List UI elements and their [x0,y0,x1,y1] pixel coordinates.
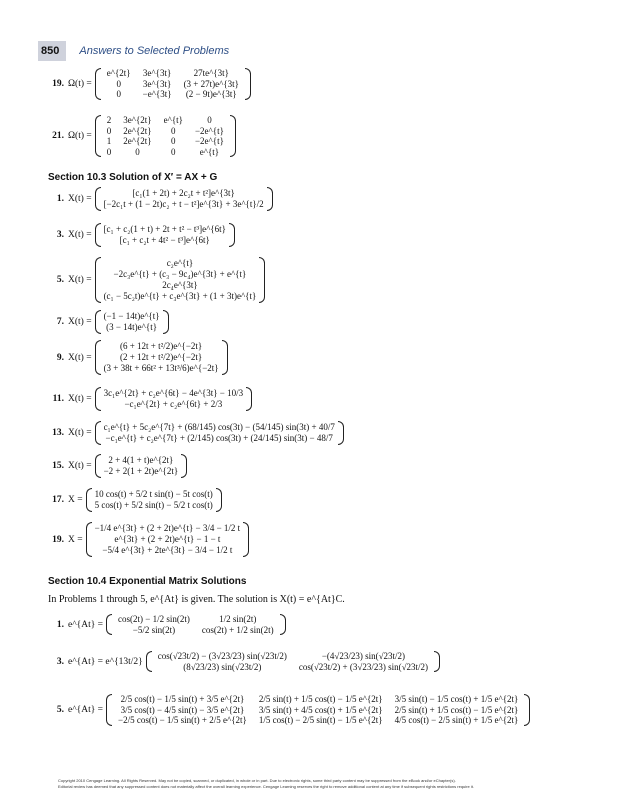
answer-10-3-7: 7. X(t) = (−1 − 14t)e^{t} (3 − 14t)e^{t} [48,310,169,334]
answer-10-4-1 [48,614,286,635]
problem-number: 11. [52,394,64,404]
problem-number: 9. [56,352,64,363]
problem-number: 3. [56,656,64,667]
problem-number: 13. [52,428,64,438]
answer-10-3-11: 11. X(t) = 3c₁e^{2t} + c₂e^{6t} − 4e^{3t} − 10/3 −c₁e^{2t} + c₂e^{6t} + 2/3 [48,387,252,411]
problem-number: 1. [56,619,64,630]
answer-lhs: X = [68,534,83,545]
answer-lhs: X = [68,495,83,505]
answer-lhs: X(t) = [68,428,92,438]
problem-number: 5. [56,704,64,715]
problem-number: 15. [52,461,64,471]
problem-number: 5. [56,275,64,285]
answer-10-3-17: 17. X = 10 cos(t) + 5/2 t sin(t) − 5t cos(t) 5 cos(t) + 5/2 sin(t) − 5/2 t cos(t) [48,488,222,512]
matrix: 2/5 cos(t) − 1/5 sin(t) + 3/5 e^{2t} 2/5 sin(t) + 1/5 cos(t) − 1/5 e^{2t} 3/5 sin(t) − 1/5 cos(t) + 1/5 e^{2t} 3/5 cos(t) − 4/5 sin(t) − 3/5 e^{2t} 3/5 sin(t) + 4/5 cos(t) + 1/5 e^{2t} 2/5 sin(t) + 1/5 cos(t) − 1/5 e^{2t} −2/5 cos(t) − 1/5 sin(t) + 2/5 e^{2t} 1/5 cos(t) − 2/5 sin(t) − 1/5 e^{2t} 4/5 cos(t) − 2/5 sin(t) + 1/5 e^{2t} [118,694,519,725]
answer-lhs: X(t) = [68,275,92,285]
matrix: cos(2t) − 1/2 sin(2t) 1/2 sin(2t) −5/2 sin(2t) cos(2t) + 1/2 sin(2t) [118,614,274,635]
matrix: cos(√23t/2) − (3√23/23) sin(√23t/2) −(4√23/23) sin(√23t/2) (8√23/23) sin(√23t/2) cos(√23t/2) + (3√23/23) sin(√23t/2) [157,651,429,672]
problem-number: 21. [52,131,64,141]
answer-10-3-1: 1. X(t) = [c₁(1 + 2t) + 2c₂t + t²]e^{3t} [−2c₁t + (1 − 2t)c₂ + t − t²]e^{3t} + 3e^{t}/2 [48,187,273,211]
page-header [38,40,229,62]
answer-lhs: X(t) = [68,461,92,471]
answer-lhs: X(t) = [68,194,92,204]
answer-21-omega [48,115,236,157]
copyright-line-2: Editorial review has deemed that any suppressed content does not materially affect the overall learning experience. Cengage Learning reserves the right to remove additional content at any time if subsequent rights restrictions require it. [58,784,474,789]
answer-10-3-13: 13. X(t) = c₁e^{t} + 5c₂e^{7t} + (68/145) cos(3t) − (54/145) sin(3t) + 40/7 −c₁e^{t} + c₂e^{7t} + (2/145) cos(3t) + (24/145) sin(3t) − 48/7 [48,421,344,445]
answer-10-4-3 [48,651,440,672]
answer-10-4-5 [48,694,530,726]
problem-number: 7. [56,317,64,327]
answer-10-3-9: 9. X(t) = (6 + 12t + t²/2)e^{−2t} (2 + 12t + t²/2)e^{−2t} (3 + 38t + 66t² + 13t³/6)e^{−2t} [48,340,228,375]
section-10-3-heading: Section 10.3 Solution of X′ = AX + G [48,172,218,183]
problem-number: 19. [52,534,64,545]
page-number: 850 [38,41,66,61]
answer-lhs: X(t) = [68,352,92,363]
answer-10-3-5: 5. X(t) = c₂e^{t} −2c₃e^{t} + (c₃ − 9c₄)e^{3t} + e^{t} 2c₄e^{3t} (c₁ − 5c₂t)e^{t} + c₃e^{3t} + (1 + 3t)e^{t} [48,257,265,303]
running-title: Answers to Selected Problems [79,45,230,57]
answer-lhs: X(t) = [68,394,92,404]
answer-lhs: X(t) = [68,230,92,240]
answer-lhs: e^{At} = [68,704,104,715]
matrix: e^{2t} 3e^{3t} 27te^{3t} 0 3e^{3t} (3 + 27t)e^{3t} 0 −e^{3t} (2 − 9t)e^{3t} [106,68,239,99]
matrix: 2 3e^{2t} e^{t} 0 0 2e^{2t} 0 −2e^{t} 1 2e^{2t} 0 −2e^{t} 0 0 0 e^{t} [106,115,224,157]
copyright-footer [58,778,578,790]
answer-lhs: Ω(t) = [68,78,92,89]
section-10-4-heading: Section 10.4 Exponential Matrix Solutions [48,576,247,587]
problem-number: 3. [56,230,64,240]
answer-lhs: Ω(t) = [68,131,92,141]
copyright-line-1: Copyright 2010 Cengage Learning. All Rights Reserved. May not be copied, scanned, or duplicated, in whole or in part. Due to electronic rights, some third party content may be suppressed from the eBook and/or eChapter(s). [58,778,456,783]
answer-10-3-3: 3. X(t) = [c₁ + c₂(1 + t) + 2t + t² − t³]e^{6t} [c₁ + c₂t + 4t² − t³]e^{6t} [48,223,235,247]
problem-number: 1. [56,194,64,204]
answer-lhs: X(t) = [68,317,92,327]
answer-lhs: e^{At} = [68,619,104,630]
answer-19-omega [48,68,251,100]
answer-lhs: e^{At} = e^{13t/2} [68,656,143,667]
problem-number: 17. [52,495,64,505]
section-10-4-intro: In Problems 1 through 5, e^{At} is given. The solution is X(t) = e^{At}C. [48,594,345,605]
answer-10-3-19: 19. X = −1/4 e^{3t} + (2 + 2t)e^{t} − 3/4 − 1/2 t e^{3t} + (2 + 2t)e^{t} − 1 − t −5/4 e^{3t} + 2te^{3t} − 3/4 − 1/2 t [48,522,249,557]
problem-number: 19. [52,78,64,89]
answer-10-3-15: 15. X(t) = 2 + 4(1 + t)e^{2t} −2 + 2(1 + 2t)e^{2t} [48,454,187,478]
